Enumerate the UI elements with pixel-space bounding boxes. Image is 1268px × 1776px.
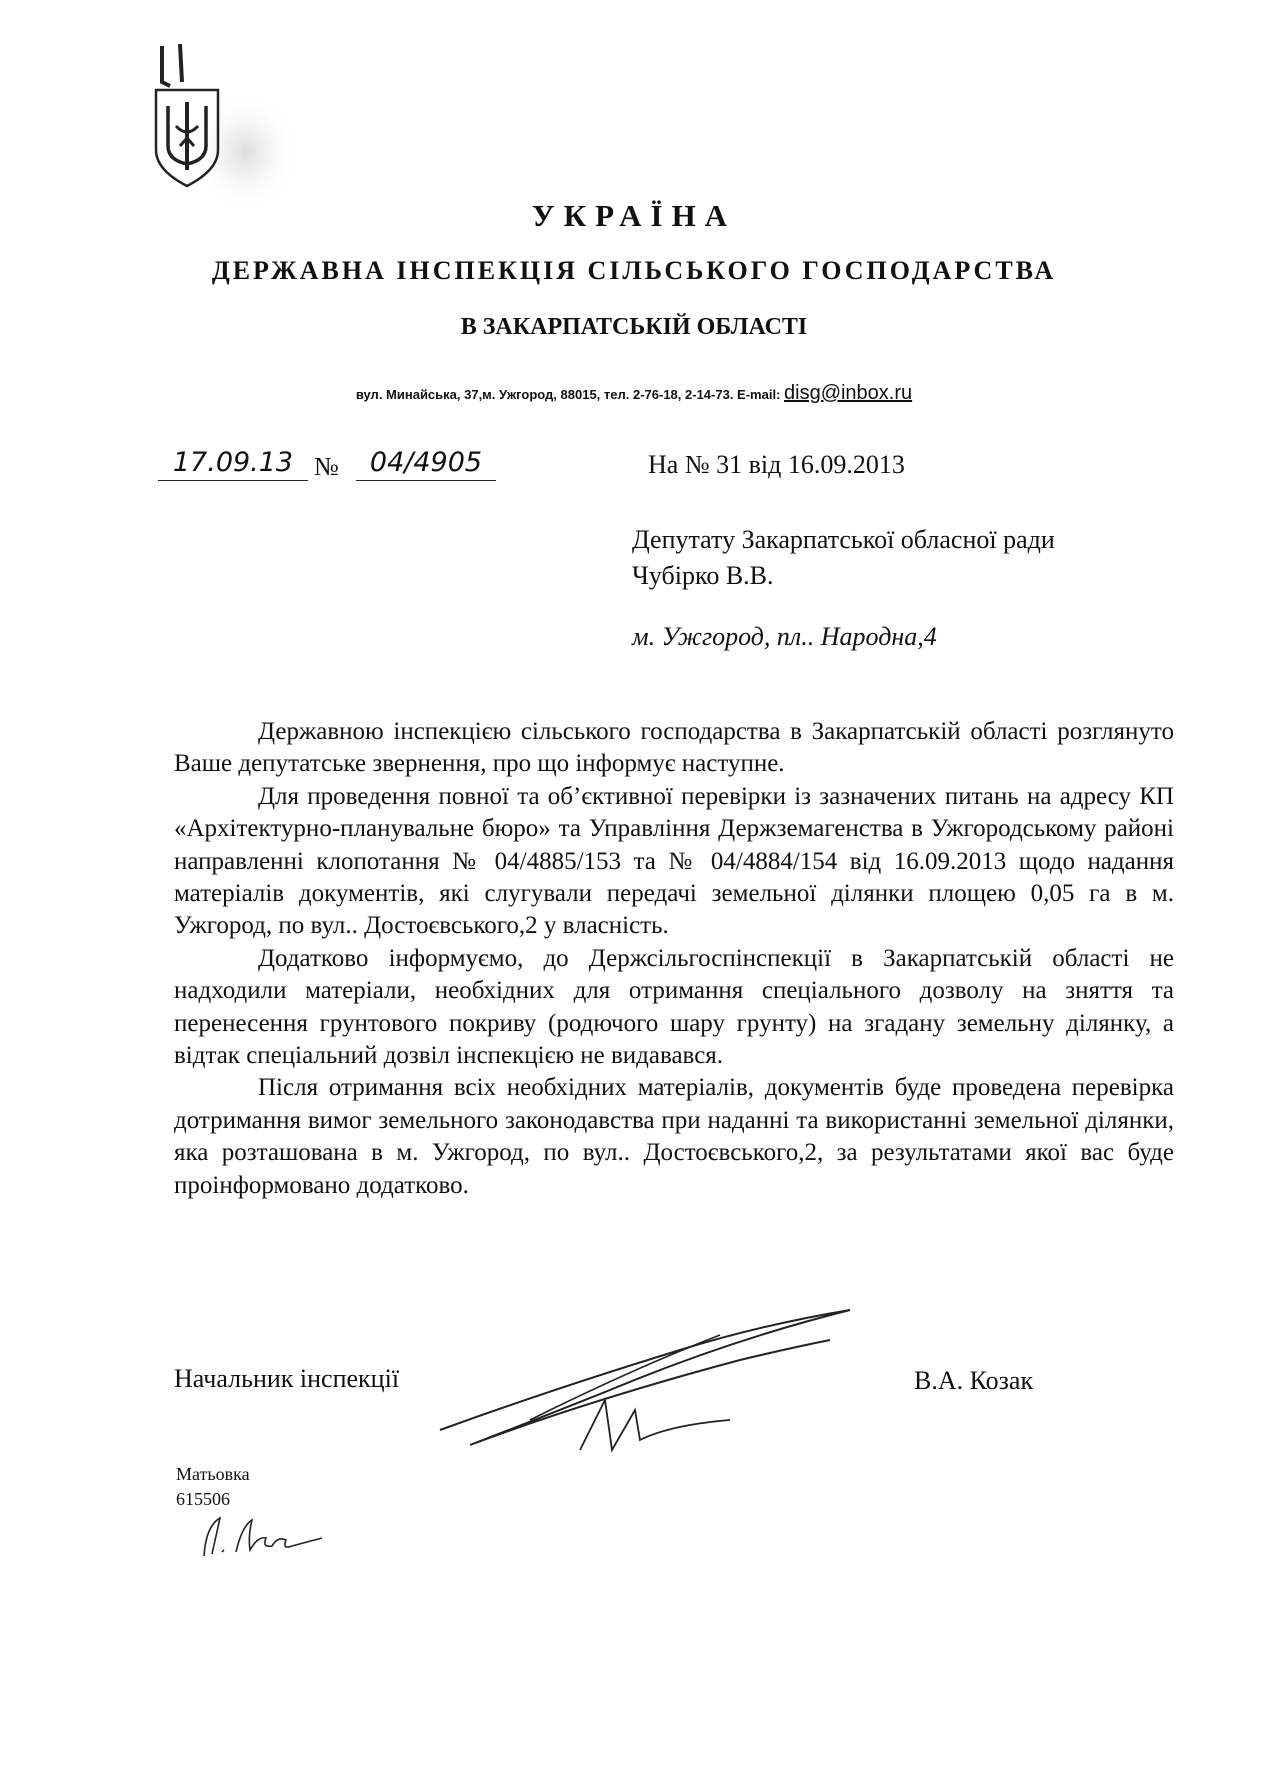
recipient-address: м. Ужгород, пл.. Народна,4 <box>632 622 937 651</box>
executor-phone: 615506 <box>176 1489 230 1509</box>
handwritten-initials <box>196 1506 326 1566</box>
body-paragraph: Для проведення повної та об’єктивної перевірки із зазначених питань на адресу КП «Архітектурно-планувальне бюро» та Управління Держземагенства в Ужгородському районі направленні клопотання № 04/4885/153 та № 04/4884/154 від 16.09.2013 щодо надання матеріалів документів, які слугували передачі земельної ділянки площею 0,05 га в м. Ужгород, по вул.. Достоєвського,2 у власність. <box>174 782 1174 940</box>
letter-body <box>174 716 1174 1202</box>
signatory-title: Начальник інспекції <box>174 1364 400 1393</box>
email-link[interactable]: disg@inbox.ru <box>784 382 913 404</box>
recipient-position: Депутату Закарпатської обласної ради <box>632 525 1055 554</box>
body-paragraph: Після отримання всіх необхідних матеріалів, документів буде проведена перевірка дотримання вимог земельного законодавства при наданні та використанні земельної ділянки, яка розташована в м. Ужгород, по вул.. Достоєвського,2, за результатами якої вас буде проінформовано додатково. <box>174 1074 1174 1199</box>
signatory-name: В.А. Козак <box>914 1366 1034 1395</box>
body-paragraph: Додатково інформуємо, до Держсільгоспінспекції в Закарпатській області не надходили матеріали, необхідних для отримання спеціального дозволу на зняття та перенесення грунтового покриву (родючого шару грунту) на згадану земельну ділянку, а відтак спеціальний дозвіл інспекцією не видавався. <box>174 944 1174 1070</box>
recipient-name: Чубірко В.В. <box>632 561 774 590</box>
organization-address <box>0 382 1268 405</box>
organization-heading: ДЕРЖАВНА ІНСПЕКЦІЯ СІЛЬСЬКОГО ГОСПОДАРСТВА <box>211 256 1057 285</box>
body-paragraph: Державною інспекцією сільського господарства в Закарпатській області розглянуто Ваше депутатське звернення, про що інформує наступне. <box>174 718 1174 778</box>
recipient-block <box>632 522 1055 594</box>
address-text: вул. Минайська, 37,м. Ужгород, 88015, тел. 2-76-18, 2-14-73. E-mail: <box>355 387 784 402</box>
country-heading: УКРАЇНА <box>531 198 737 233</box>
executor-block <box>176 1462 250 1512</box>
registration-date: 17.09.13 <box>158 446 308 481</box>
handwritten-signature <box>430 1300 870 1460</box>
registration-number: 04/4905 <box>356 446 496 481</box>
region-heading: В ЗАКАРПАТСЬКІЙ ОБЛАСТІ <box>460 314 808 340</box>
coat-of-arms-trident-icon <box>150 42 300 217</box>
registration-number-label: № <box>314 452 339 481</box>
reply-reference: На № 31 від 16.09.2013 <box>648 450 905 479</box>
executor-name: Матьовка <box>176 1464 250 1484</box>
